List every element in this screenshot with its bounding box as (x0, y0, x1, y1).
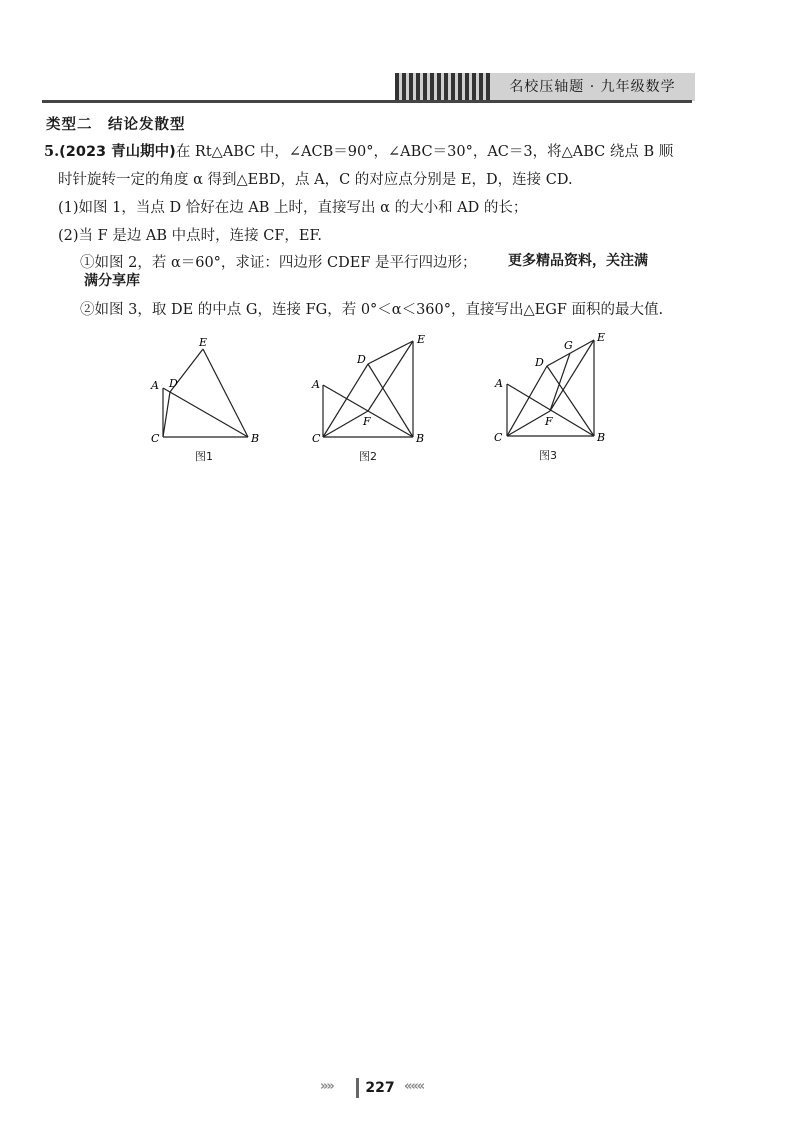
label-d: D (169, 377, 178, 390)
problem-source: (2023 青山期中) (59, 144, 176, 160)
problem-statement-2: 时针旋转一定的角度 α 得到△EBD，点 A，C 的对应点分别是 E，D，连接 CD. (58, 172, 573, 188)
figure-3 (485, 330, 615, 462)
figure-1-diagram (145, 335, 270, 450)
segment-fg (550, 353, 570, 411)
problem-part-1: (1)如图 1，当点 D 恰好在边 AB 上时，直接写出 α 的大小和 AD 的长； (58, 200, 528, 216)
label-b: B (416, 432, 425, 445)
page-number: 227 (356, 1078, 401, 1098)
figure-3-caption: 图3 (539, 449, 557, 462)
segment-cd (507, 366, 547, 436)
figure-2-caption: 图2 (359, 450, 377, 463)
label-c: C (151, 432, 160, 445)
label-d: D (357, 353, 366, 366)
problem-line-1 (44, 140, 673, 161)
promo-line-1: 更多精品资料，关注满 (508, 253, 648, 269)
page-header (395, 73, 695, 101)
label-b: B (251, 432, 260, 445)
promo-line-2: 满分享库 (84, 273, 140, 289)
figure-1 (145, 335, 270, 463)
problem-subpart-2: ②如图 3，取 DE 的中点 G，连接 FG，若 0°＜α＜360°，直接写出△EGF 面积的最大值. (80, 302, 664, 318)
problem-subpart-1: ①如图 2，若 α＝60°，求证：四边形 CDEF 是平行四边形； (80, 255, 477, 271)
footer-right-chevrons: ««« (404, 1079, 424, 1094)
label-b: B (597, 431, 606, 444)
label-e: E (597, 331, 606, 344)
problem-number: 5. (44, 143, 60, 160)
label-f: F (363, 415, 371, 428)
label-a: A (312, 378, 320, 391)
label-f: F (545, 415, 553, 428)
footer-left-chevrons: »» (320, 1079, 333, 1094)
label-a: A (495, 377, 503, 390)
figure-3-diagram (485, 330, 615, 450)
section-title: 类型二 结论发散型 (46, 117, 186, 133)
segment-cd (163, 392, 170, 437)
label-c: C (312, 432, 321, 445)
header-title: 名校压轴题 · 九年级数学 (490, 73, 695, 101)
label-e: E (199, 336, 208, 349)
label-e: E (417, 333, 426, 346)
segment-cd (323, 364, 368, 437)
page-footer (320, 1078, 460, 1100)
problem-part-2: (2)当 F 是边 AB 中点时，连接 CF，EF. (58, 228, 322, 244)
figure-2 (305, 333, 435, 463)
label-a: A (151, 379, 159, 392)
header-stripe-decoration (395, 73, 490, 101)
label-g: G (564, 339, 573, 352)
segment-cf (507, 411, 550, 436)
segment-cf (323, 411, 368, 437)
figure-1-caption: 图1 (195, 450, 213, 463)
header-rule (42, 100, 692, 103)
figure-2-diagram (305, 333, 435, 450)
problem-statement-1: 在 Rt△ABC 中，∠ACB＝90°，∠ABC＝30°，AC＝3，将△ABC 绕点 B 顺 (175, 144, 674, 160)
label-d: D (535, 356, 544, 369)
label-c: C (494, 431, 503, 444)
